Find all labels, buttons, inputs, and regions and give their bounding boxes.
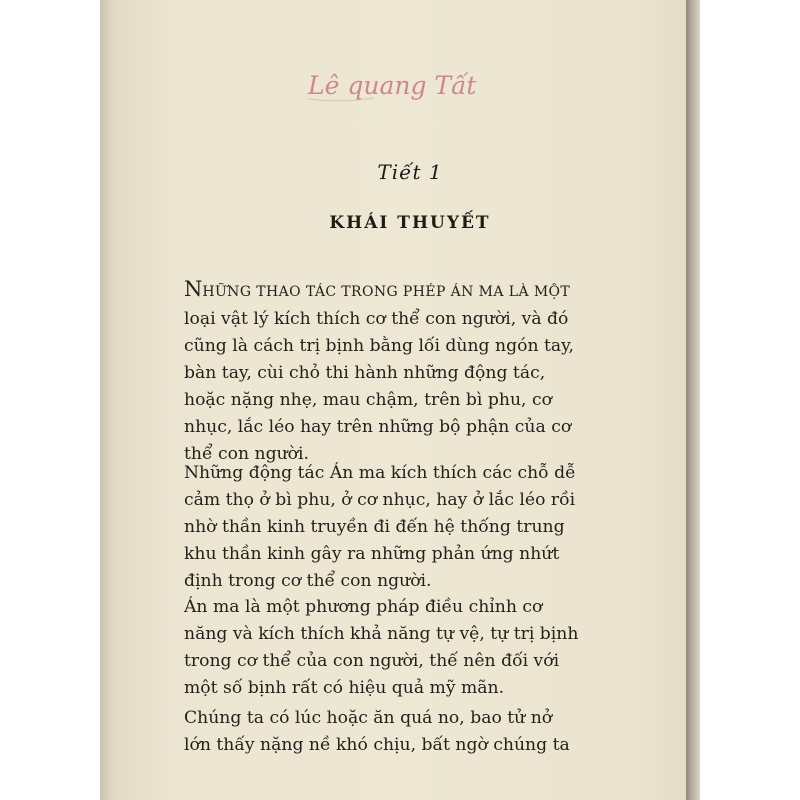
book-spine-shadow bbox=[100, 0, 126, 800]
chapter-label: Tiết 1 bbox=[377, 160, 443, 184]
paragraph-4: Chúng ta có lúc hoặc ăn quá no, bao tử nở lớn thấy nặng nề khó chịu, bất ngờ chúng ta bbox=[184, 708, 570, 755]
drop-cap: N bbox=[184, 277, 203, 301]
section-heading: KHÁI THUYẾT bbox=[329, 213, 491, 233]
svg-text:Lê quang Tất: Lê quang Tất bbox=[308, 71, 477, 100]
paragraph-1-text: loại vật lý kích thích cơ thể con người, và đó cũng là cách trị bịnh bằng lối dùng ngón tay, bàn tay, cùi chỏ thi hành những động tác, hoặc nặng nhẹ, mau chậm, trên bì phu, cơ nhục, lắc léo hay trên những bộ phận của cơ thể con người. bbox=[184, 309, 575, 464]
paragraph-3: Án ma là một phương pháp điều chỉnh cơ năng và kích thích khả năng tự vệ, tự trị bịnh trong cơ thể của con người, thế nên đối với một số bịnh rất có hiệu quả mỹ mãn. bbox=[184, 597, 579, 698]
handwritten-signature bbox=[300, 56, 500, 112]
paragraph-1 bbox=[184, 276, 584, 468]
small-caps-lead: HỮNG THAO TÁC TRONG PHÉP ÁN MA LÀ MỘT bbox=[202, 284, 571, 300]
background-edge bbox=[686, 0, 700, 800]
paragraph-2: Những động tác Án ma kích thích các chỗ dễ cảm thọ ở bì phu, ở cơ nhục, hay ở lắc léo rồi nhờ thần kinh truyền đi đến hệ thống trung khu thần kinh gây ra những phản ứng nhứt định trong cơ thể con người. bbox=[184, 463, 576, 591]
